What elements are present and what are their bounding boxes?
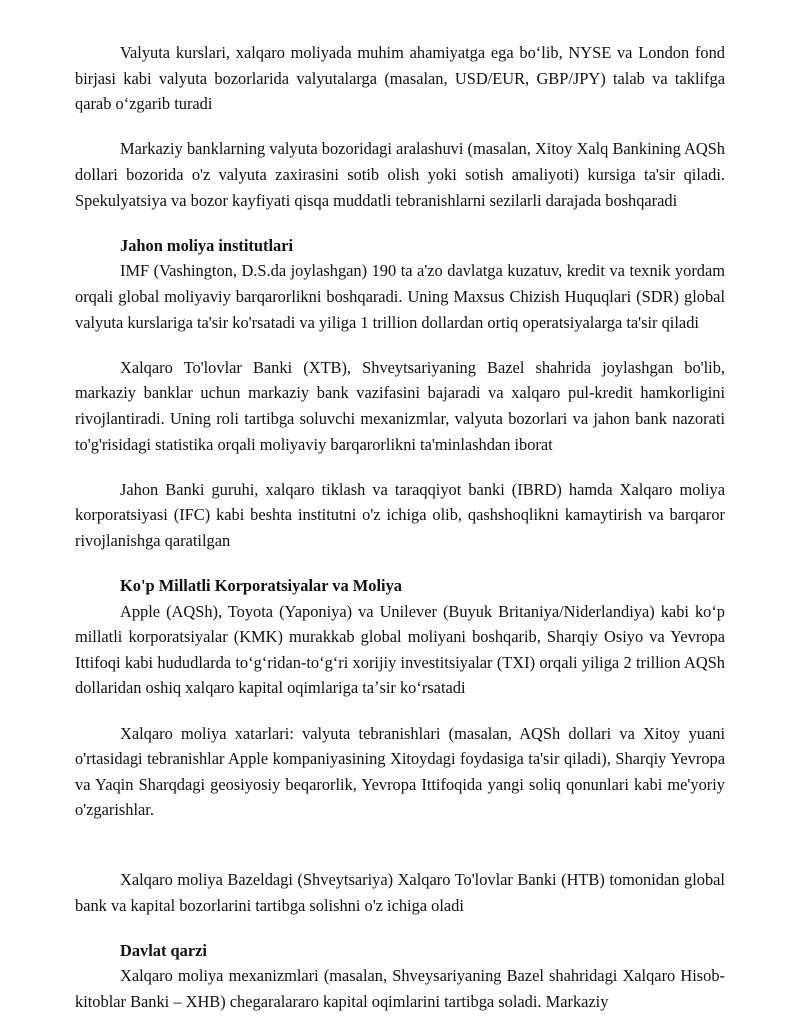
heading-public-debt: Davlat qarzi <box>120 940 207 960</box>
paragraph-bis: Xalqaro To'lovlar Banki (XTB), Shveytsariyaning Bazel shahrida joylashgan bo'lib, markaziy banklar uchun markaziy bank vazifasini bajaradi va xalqaro pul-kredit hamkorligini rivojlantiradi. Uning roli tartibga soluvchi mexanizmlar, valyuta bozorlari va jahon bank nazorati to'g'risidagi statistika orqali moliyaviy barqarorlikni ta'minlashdan iborat <box>75 357 725 454</box>
paragraph-imf: IMF (Vashington, D.S.da joylashgan) 190 ta a'zo davlatga kuzatuv, kredit va texnik yordam orqali global moliyaviy barqarorlikni boshqaradi. Uning Maxsus Chizish Huquqlari (SDR) global valyuta kurslariga ta'sir ko'rsatadi va yiliga 1 trillion dollardan ortiq operatsiyalarga ta'sir qiladi <box>75 261 725 332</box>
paragraph-financial-risks: Xalqaro moliya xatarlari: valyuta tebranishlari (masalan, AQSh dollari va Xitoy yuani o'rtasidagi tebranishlar Apple kompaniyasining Xitoydagi foydasiga ta'sir qiladi), Sharqiy Yevropa va Yaqin Sharqdagi geosiyosiy beqarorlik, Yevropa Ittifoqida yangi soliq qonunlari kabi me'yoriy o'zgarishlar. <box>75 723 725 820</box>
heading-world-institutions: Jahon moliya institutlari <box>120 235 294 255</box>
paragraph-financial-mechanisms: Xalqaro moliya mexanizmlari (masalan, Shveysariyaning Bazel shahridagi Xalqaro Hisob-kitoblar Banki – XHB) chegaralararo kapital oqimlarini tartibga soladi. Markaziy <box>75 966 725 1011</box>
paragraph-currency-rates: Valyuta kurslari, xalqaro moliyada muhim ahamiyatga ega boʻlib, NYSE va London fond birjasi kabi valyuta bozorlarida valyutalarga (masalan, USD/EUR, GBP/JPY) talab va taklifga qarab oʻzgarib turadi <box>75 43 725 114</box>
heading-multinational-corporations: Ko'p Millatli Korporatsiyalar va Moliya <box>120 576 402 596</box>
paragraph-mnc: Apple (AQSh), Toyota (Yaponiya) va Unilever (Buyuk Britaniya/Niderlandiya) kabi koʻp millatli korporatsiyalar (KMK) murakkab global moliyani boshqarib, Sharqiy Osiyo va Yevropa Ittifoqi kabi hududlarda toʻgʻridan-toʻgʻri xorijiy investitsiyalar (TXI) orqali yiliga 2 trillion AQSh dollaridan oshiq xalqaro kapital oqimlariga taʼsir koʻrsatadi <box>75 601 725 698</box>
paragraph-basel-bank: Xalqaro moliya Bazeldagi (Shveytsariya) Xalqaro To'lovlar Banki (HTB) tomonidan global bank va kapital bozorlarini tartibga solishni o'z ichiga oladi <box>75 870 725 915</box>
paragraph-central-banks: Markaziy banklarning valyuta bozoridagi aralashuvi (masalan, Xitoy Xalq Bankining AQSh dollari bozorida o'z valyuta zaxirasini sotib olish yoki sotish amaliyoti) kursiga ta'sir qiladi. Spekulyatsiya va bozor kayfiyati qisqa muddatli tebranishlarni sezilarli darajada boshqaradi <box>75 139 725 210</box>
paragraph-world-bank: Jahon Banki guruhi, xalqaro tiklash va taraqqiyot banki (IBRD) hamda Xalqaro moliya korporatsiyasi (IFC) kabi beshta institutni o'z ichiga olib, qashshoqlikni kamaytirish va barqaror rivojlanishga qaratilgan <box>75 479 725 550</box>
document-page <box>75 40 725 1015</box>
